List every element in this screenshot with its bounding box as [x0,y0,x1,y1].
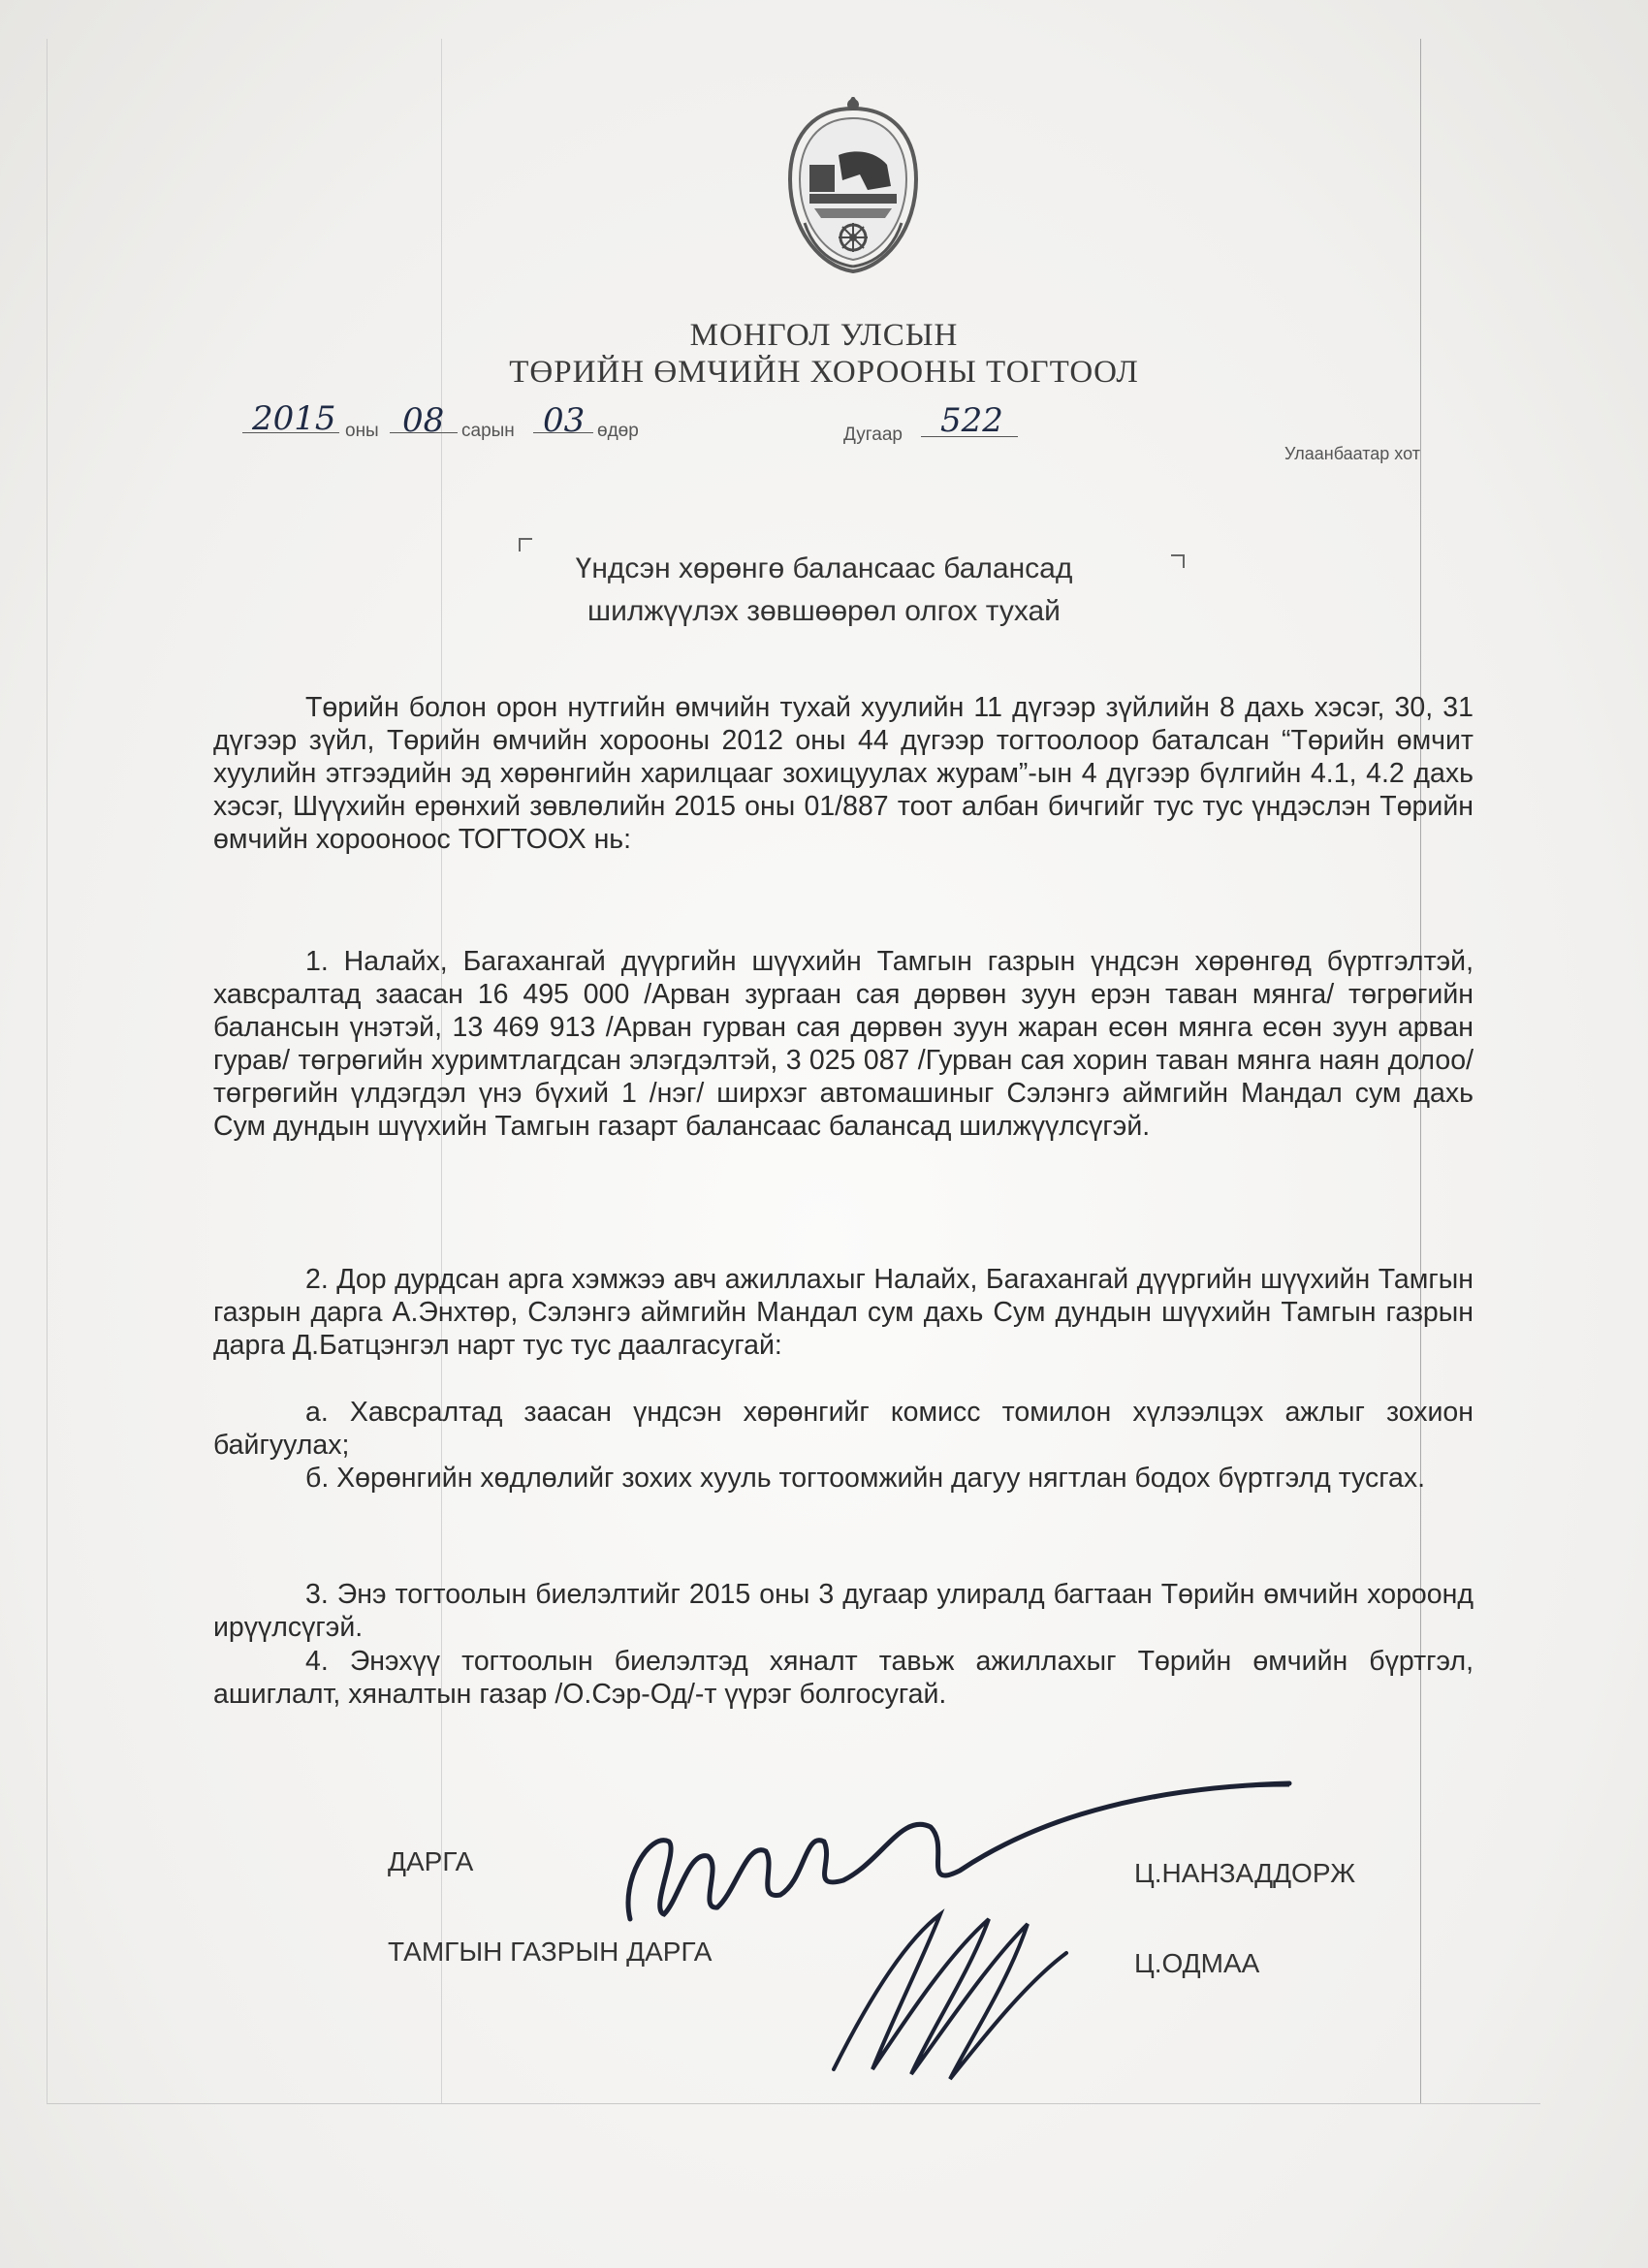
item-2-paragraph [213,1263,1474,1362]
number-label: Дугаар [843,425,903,445]
item-2a-text: а. Хавсралтад заасан үндсэн хөрөнгийг комисс томилон хүлээлцэх ажлыг зохион байгуулах; [213,1397,1474,1461]
subject-line-2: шилжүүлэх зөвшөөрөл олгох тухай [587,595,1061,627]
item-1-paragraph [213,945,1474,1143]
item-4-paragraph [213,1645,1474,1711]
preamble-text: Төрийн болон орон нутгийн өмчийн тухай хуулийн 11 дүгээр зүйлийн 8 дахь хэсэг, 30, 31 дүгээр зүйл, Төрийн өмчийн хорооны 2012 оны 44 дүгээр тогтоолоор баталсан “Төрийн өмчит хуулийн этгээдийн эд хөрөнгийн харилцааг зохицуулах журам”-ын 4 дүгээр бүлгийн 4.1, 4.2 дахь хэсэг, Шүүхийн ерөнхий зөвлөлийн 2015 оны 01/887 тоот албан бичгийг тус тус үндэслэн Төрийн өмчийн хорооноос ТОГТООХ нь: [213,692,1474,855]
item-2a-paragraph [213,1396,1474,1462]
signer-2-role: ТАМГЫН ГАЗРЫН ДАРГА [388,1937,713,1967]
year-label: оны [345,421,379,441]
handwritten-number: 522 [940,401,1003,440]
underline [390,432,458,433]
item-4-text: 4. Энэхүү тогтоолын биелэлтэд хяналт тавьж ажиллахыг Төрийн өмчийн бүртгэл, ашиглалт, хяналтын газар /О.Сэр-Од/-т үүрэг болгосугай. [213,1646,1474,1710]
underline [242,432,339,433]
item-1-text: 1. Налайх, Багахангай дүүргийн шүүхийн Тамгын газрын үндсэн хөрөнгөд бүртгэлтэй, хавсралтад заасан 16 495 000 /Арван зургаан сая дөрвөн зуун ерэн таван мянга/ төгрөгийн балансын үнэтэй, 13 469 913 /Арван гурван сая дөрвөн зуун жаран есөн мянга есөн зуун арван гурав/ төгрөгийн хуримтлагдсан элэгдэлтэй, 3 025 087 /Гурван сая хорин таван мянга наян долоо/ төгрөгийн үлдэгдэл үнэ бүхий 1 /нэг/ ширхэг автомашиныг Сэлэнгэ аймгийн Мандал сум дахь Сум дундын шүүхийн Тамгын газарт балансаас балансад шилжүүлсүгэй. [213,946,1474,1142]
day-label: өдөр [597,421,639,441]
organization-line-1: МОНГОЛ УЛСЫН [689,318,959,353]
signer-1-role: ДАРГА [388,1846,474,1876]
month-label: сарын [461,421,515,441]
city-label: Улаанбаатар хот [1284,444,1420,463]
item-3-text: 3. Энэ тогтоолын биелэлтийг 2015 оны 3 дугаар улиралд багтаан Төрийн өмчийн хороонд ирүүлсүгэй. [213,1579,1474,1643]
item-2b-text: б. Хөрөнгийн хөдлөлийг зохих хууль тогтоомжийн дагуу нягтлан бодох бүртгэлд тусгах. [305,1463,1426,1494]
handwritten-day: 03 [543,401,586,440]
underline [921,436,1018,437]
subject-line-1: Үндсэн хөрөнгө балансаас балансад [575,552,1073,584]
organization-line-2: ТӨРИЙН ӨМЧИЙН ХОРООНЫ ТОГТООЛ [509,355,1139,390]
handwritten-month: 08 [402,401,445,440]
handwritten-year: 2015 [252,399,336,438]
underline [533,432,593,433]
signer-2-name: Ц.ОДМАА [1134,1948,1260,1978]
signature-2-icon [805,1895,1095,2089]
signer-1-name: Ц.НАНЗАДДОРЖ [1134,1858,1356,1888]
preamble-paragraph [213,691,1474,856]
state-emblem-icon [771,97,935,281]
document-subject [436,548,1212,633]
date-row [242,399,1464,463]
item-2b-paragraph [213,1462,1474,1495]
item-2-text: 2. Дор дурдсан арга хэмжээ авч ажиллахыг Налайх, Багахангай дүүргийн шүүхийн Тамгын газрын дарга А.Энхтөр, Сэлэнгэ аймгийн Мандал сум дахь Сум дундын шүүхийн Тамгын газрын дарга Д.Батцэнгэл нарт тус тус даалгасугай: [213,1264,1474,1361]
item-3-paragraph [213,1578,1474,1644]
